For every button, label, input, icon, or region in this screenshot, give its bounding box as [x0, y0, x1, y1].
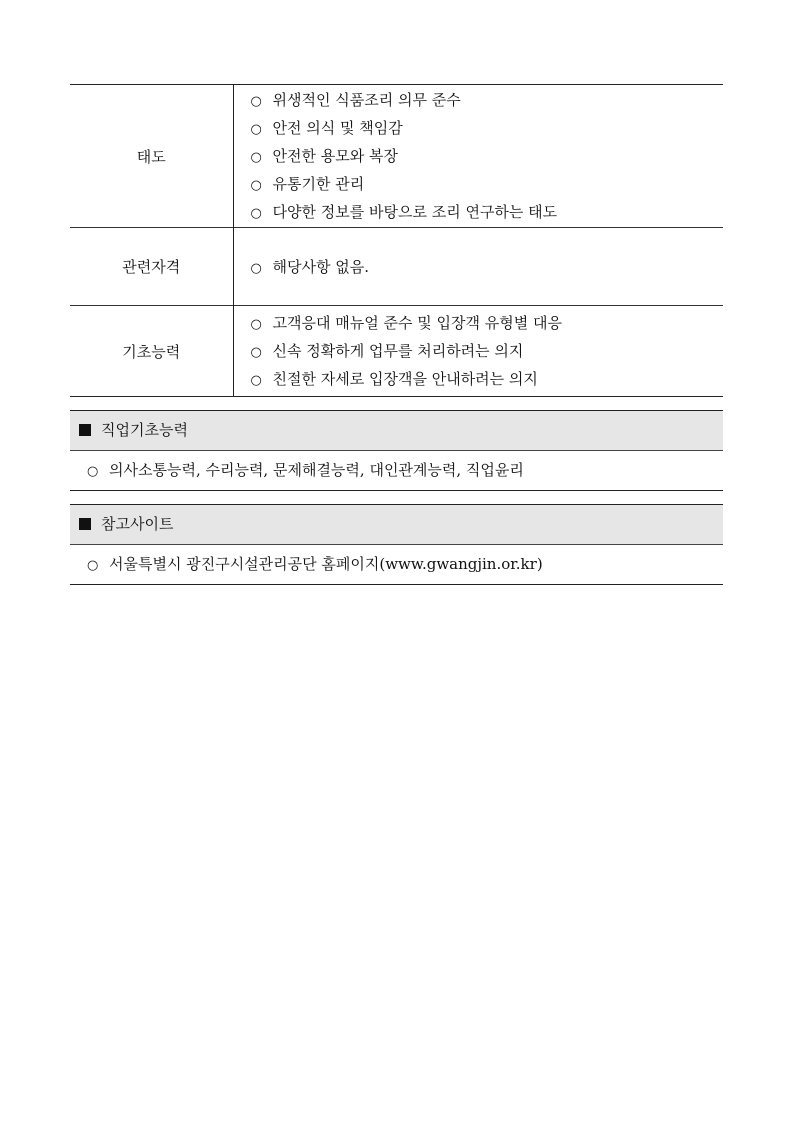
list-item: ○ 고객응대 매뉴얼 준수 및 입장객 유형별 대응 — [251, 309, 724, 337]
row-items — [233, 85, 723, 228]
section-reference-site — [70, 504, 723, 585]
section-text: 의사소통능력, 수리능력, 문제해결능력, 대인관계능력, 직업윤리 — [109, 461, 524, 479]
row-label: 태도 — [70, 85, 233, 228]
circle-bullet-icon: ○ — [250, 345, 262, 360]
list-item: ○ 유통기한 관리 — [251, 170, 724, 198]
table-row-attitude — [70, 85, 723, 228]
circle-bullet-icon: ○ — [87, 558, 99, 573]
document-sheet — [70, 84, 723, 585]
section-basic-job-skills — [70, 410, 723, 491]
list-item: ○ 안전한 용모와 복장 — [251, 142, 724, 170]
list-item: ○ 신속 정확하게 업무를 처리하려는 의지 — [251, 337, 724, 365]
list-item: ○ 안전 의식 및 책임감 — [251, 114, 724, 142]
row-label: 관련자격 — [70, 228, 233, 306]
reference-link[interactable]: 서울특별시 광진구시설관리공단 홈페이지(www.gwangjin.or.kr) — [109, 555, 543, 573]
section-body — [70, 451, 723, 490]
circle-bullet-icon: ○ — [250, 317, 262, 332]
section-header — [70, 411, 723, 451]
list-item: ○ 해당사항 없음. — [251, 253, 724, 281]
list-item: ○ 다양한 정보를 바탕으로 조리 연구하는 태도 — [251, 198, 724, 226]
section-title: 직업기초능력 — [101, 421, 188, 439]
section-body — [70, 545, 723, 584]
section-title: 참고사이트 — [101, 515, 174, 533]
circle-bullet-icon: ○ — [87, 464, 99, 479]
circle-bullet-icon: ○ — [250, 94, 262, 109]
row-items — [233, 306, 723, 397]
row-items — [233, 228, 723, 306]
circle-bullet-icon: ○ — [250, 150, 262, 165]
table-row-basic-ability — [70, 306, 723, 397]
list-item: ○ 친절한 자세로 입장객을 안내하려는 의지 — [251, 365, 724, 393]
circle-bullet-icon: ○ — [250, 260, 262, 276]
list-item: ○ 위생적인 식품조리 의무 준수 — [251, 86, 724, 114]
row-label: 기초능력 — [70, 306, 233, 397]
circle-bullet-icon: ○ — [250, 178, 262, 193]
circle-bullet-icon: ○ — [250, 373, 262, 388]
section-header — [70, 505, 723, 545]
competency-table — [70, 84, 723, 397]
circle-bullet-icon: ○ — [250, 122, 262, 137]
square-bullet-icon — [79, 518, 91, 530]
table-row-qualification — [70, 228, 723, 306]
square-bullet-icon — [79, 424, 91, 436]
circle-bullet-icon: ○ — [250, 206, 262, 221]
